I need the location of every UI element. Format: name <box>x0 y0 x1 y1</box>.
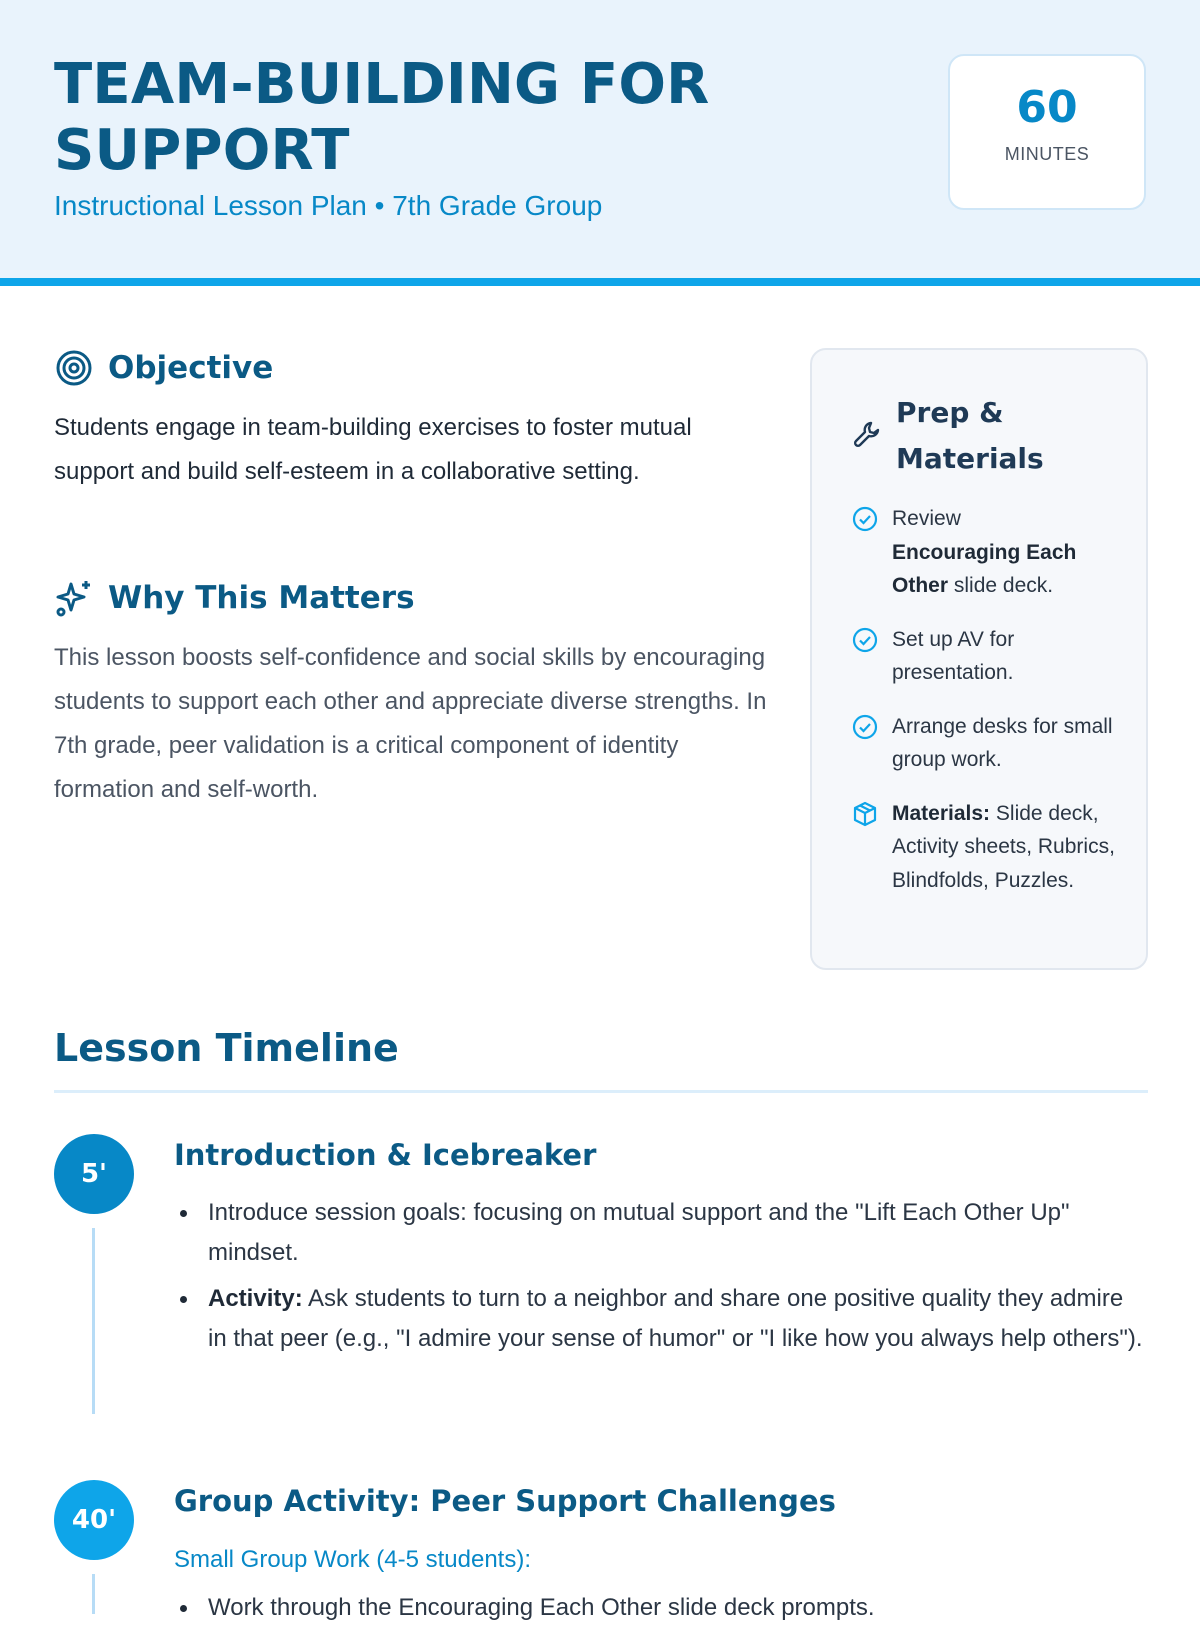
timeline-heading: Lesson Timeline <box>54 1026 399 1070</box>
duration-badge <box>948 54 1146 210</box>
step-title: Introduction & Icebreaker <box>174 1138 597 1172</box>
prep-list <box>852 502 1132 917</box>
step-subheading: Small Group Work (4-5 students): <box>174 1546 532 1573</box>
prep-item-text: Review Encouraging Each Other slide deck. <box>892 507 1077 597</box>
timeline-connector <box>92 1574 95 1614</box>
prep-item <box>852 623 1132 690</box>
check-circle-icon <box>852 714 878 740</box>
timeline-connector <box>92 1228 95 1414</box>
prep-item <box>852 502 1132 603</box>
duration-unit: MINUTES <box>1004 144 1090 164</box>
sparkles-icon <box>54 578 94 618</box>
check-circle-icon <box>852 506 878 532</box>
step-bullet: Introduce session goals: focusing on mutual support and the "Lift Each Other Up" mindset. <box>174 1193 1148 1273</box>
prep-header <box>852 390 1096 482</box>
page-header <box>0 0 1200 286</box>
step-bullet: Activity: Ask students to turn to a neighbor and share one positive quality they admire in that peer (e.g., "I admire your sense of humor" or "I like how you always help others"). <box>174 1279 1148 1359</box>
prep-heading: Prep & Materials <box>896 396 1044 475</box>
prep-item <box>852 710 1132 777</box>
wrench-icon <box>852 419 886 453</box>
prep-item-text: Set up AV for presentation. <box>892 627 1015 684</box>
prep-item-text: Materials: Slide deck, Activity sheets, Rubrics, Blindfolds, Puzzles. <box>892 801 1115 892</box>
why-header <box>54 578 415 618</box>
divider <box>54 1090 1148 1093</box>
step-bullets <box>174 1193 1148 1365</box>
duration-value: 60 <box>1016 82 1078 133</box>
prep-materials-card <box>810 348 1148 970</box>
step-time-badge: 5' <box>54 1134 134 1214</box>
step-time-badge: 40' <box>54 1480 134 1560</box>
objective-heading: Objective <box>108 350 274 386</box>
objective-header <box>54 348 273 388</box>
why-heading: Why This Matters <box>108 580 415 616</box>
prep-item <box>852 797 1132 898</box>
page-title: TEAM-BUILDING FOR SUPPORT <box>54 52 710 183</box>
prep-item-text: Arrange desks for small group work. <box>892 714 1113 771</box>
target-icon <box>54 348 94 388</box>
check-circle-icon <box>852 627 878 653</box>
why-text: This lesson boosts self-confidence and social skills by encouraging students to support each other and appreciate diverse strengths. In 7th grade, peer validation is a critical component of identity formation and self-worth. <box>54 644 767 803</box>
objective-text: Students engage in team-building exercises to foster mutual support and build self-esteem in a collaborative setting. <box>54 414 692 485</box>
step-bullet: Work through the Encouraging Each Other slide deck prompts. <box>174 1588 1148 1628</box>
page-subtitle: Instructional Lesson Plan • 7th Grade Group <box>54 190 603 221</box>
box-icon <box>852 801 878 827</box>
step-bullets <box>174 1588 1148 1634</box>
step-title: Group Activity: Peer Support Challenges <box>174 1484 836 1518</box>
